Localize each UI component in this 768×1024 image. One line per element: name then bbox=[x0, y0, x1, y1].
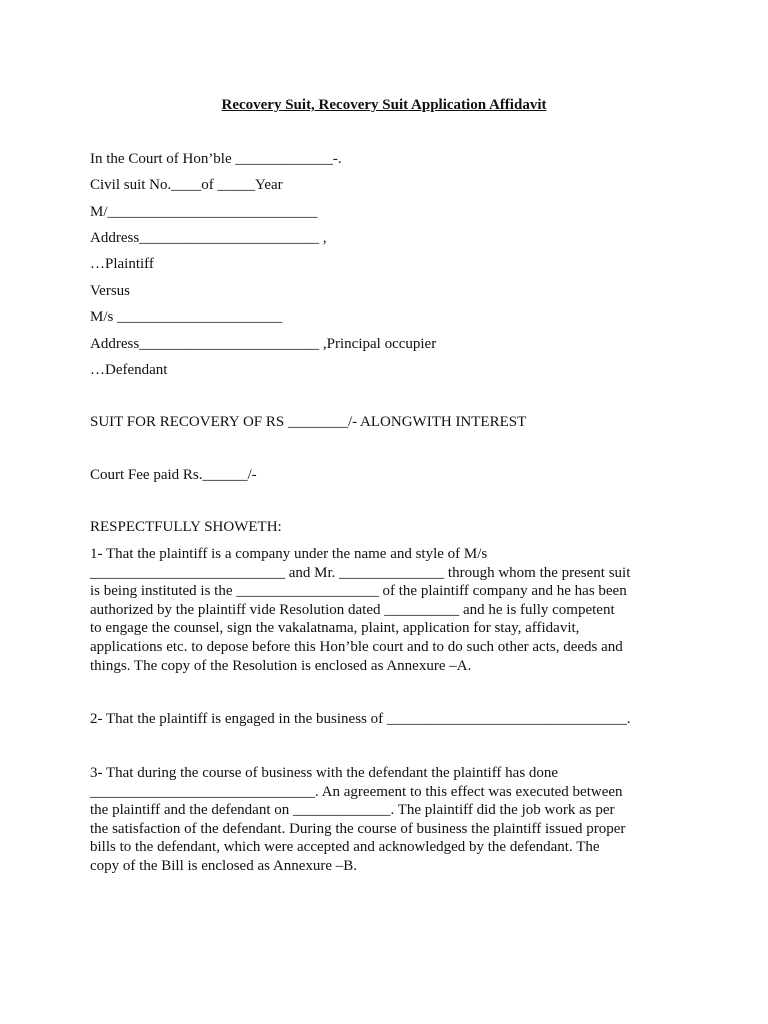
paragraph-3-line: the plaintiff and the defendant on _____________. The plaintiff did the job work as per bbox=[90, 802, 615, 819]
civil-suit-line: Civil suit No.____of _____Year bbox=[90, 177, 283, 193]
paragraph-1-line: is being instituted is the ___________________ of the plaintiff company and he has been bbox=[90, 583, 627, 600]
paragraph-1-line: to engage the counsel, sign the vakalatnama, plaint, application for stay, affidavit, bbox=[90, 620, 580, 637]
suit-heading: SUIT FOR RECOVERY OF RS ________/- ALONGWITH INTEREST bbox=[90, 414, 527, 430]
paragraph-3-line: bills to the defendant, which were accepted and acknowledged by the defendant. The bbox=[90, 839, 600, 856]
plaintiff-address-line: Address________________________ , bbox=[90, 230, 327, 246]
court-line: In the Court of Hon’ble _____________-. bbox=[90, 151, 342, 167]
paragraph-1-line: 1- That the plaintiff is a company under the name and style of M/s bbox=[90, 546, 488, 562]
plaintiff-label: …Plaintiff bbox=[90, 256, 154, 272]
paragraph-3-line: 3- That during the course of business with the defendant the plaintiff has done bbox=[90, 765, 559, 781]
defendant-label: …Defendant bbox=[90, 362, 168, 378]
paragraph-1 bbox=[90, 545, 690, 675]
defendant-address-line: Address________________________ ,Principal occupier bbox=[90, 336, 437, 352]
versus-label: Versus bbox=[90, 283, 130, 299]
paragraph-1-line: __________________________ and Mr. ______________ through whom the present suit bbox=[90, 564, 631, 581]
paragraph-1-line: authorized by the plaintiff vide Resolution dated __________ and he is fully competent bbox=[90, 601, 615, 618]
paragraph-2: 2- That the plaintiff is engaged in the business of ________________________________. bbox=[90, 711, 631, 727]
paragraph-3-line: the satisfaction of the defendant. During the course of business the plaintiff issued proper bbox=[90, 820, 626, 837]
respectfully-showeth: RESPECTFULLY SHOWETH: bbox=[90, 519, 282, 535]
plaintiff-name-line: M/____________________________ bbox=[90, 204, 318, 220]
paragraph-3 bbox=[90, 764, 690, 876]
defendant-name-line: M/s ______________________ bbox=[90, 309, 283, 325]
paragraph-1-line: applications etc. to depose before this Hon’ble court and to do such other acts, deeds and bbox=[90, 638, 623, 655]
court-fee-line: Court Fee paid Rs.______/- bbox=[90, 467, 257, 483]
paragraph-1-line: things. The copy of the Resolution is enclosed as Annexure –A. bbox=[90, 657, 472, 674]
document-title: Recovery Suit, Recovery Suit Application Affidavit bbox=[221, 97, 547, 113]
paragraph-3-line: ______________________________. An agreement to this effect was executed between bbox=[90, 783, 623, 800]
paragraph-3-line: copy of the Bill is enclosed as Annexure –B. bbox=[90, 857, 358, 874]
